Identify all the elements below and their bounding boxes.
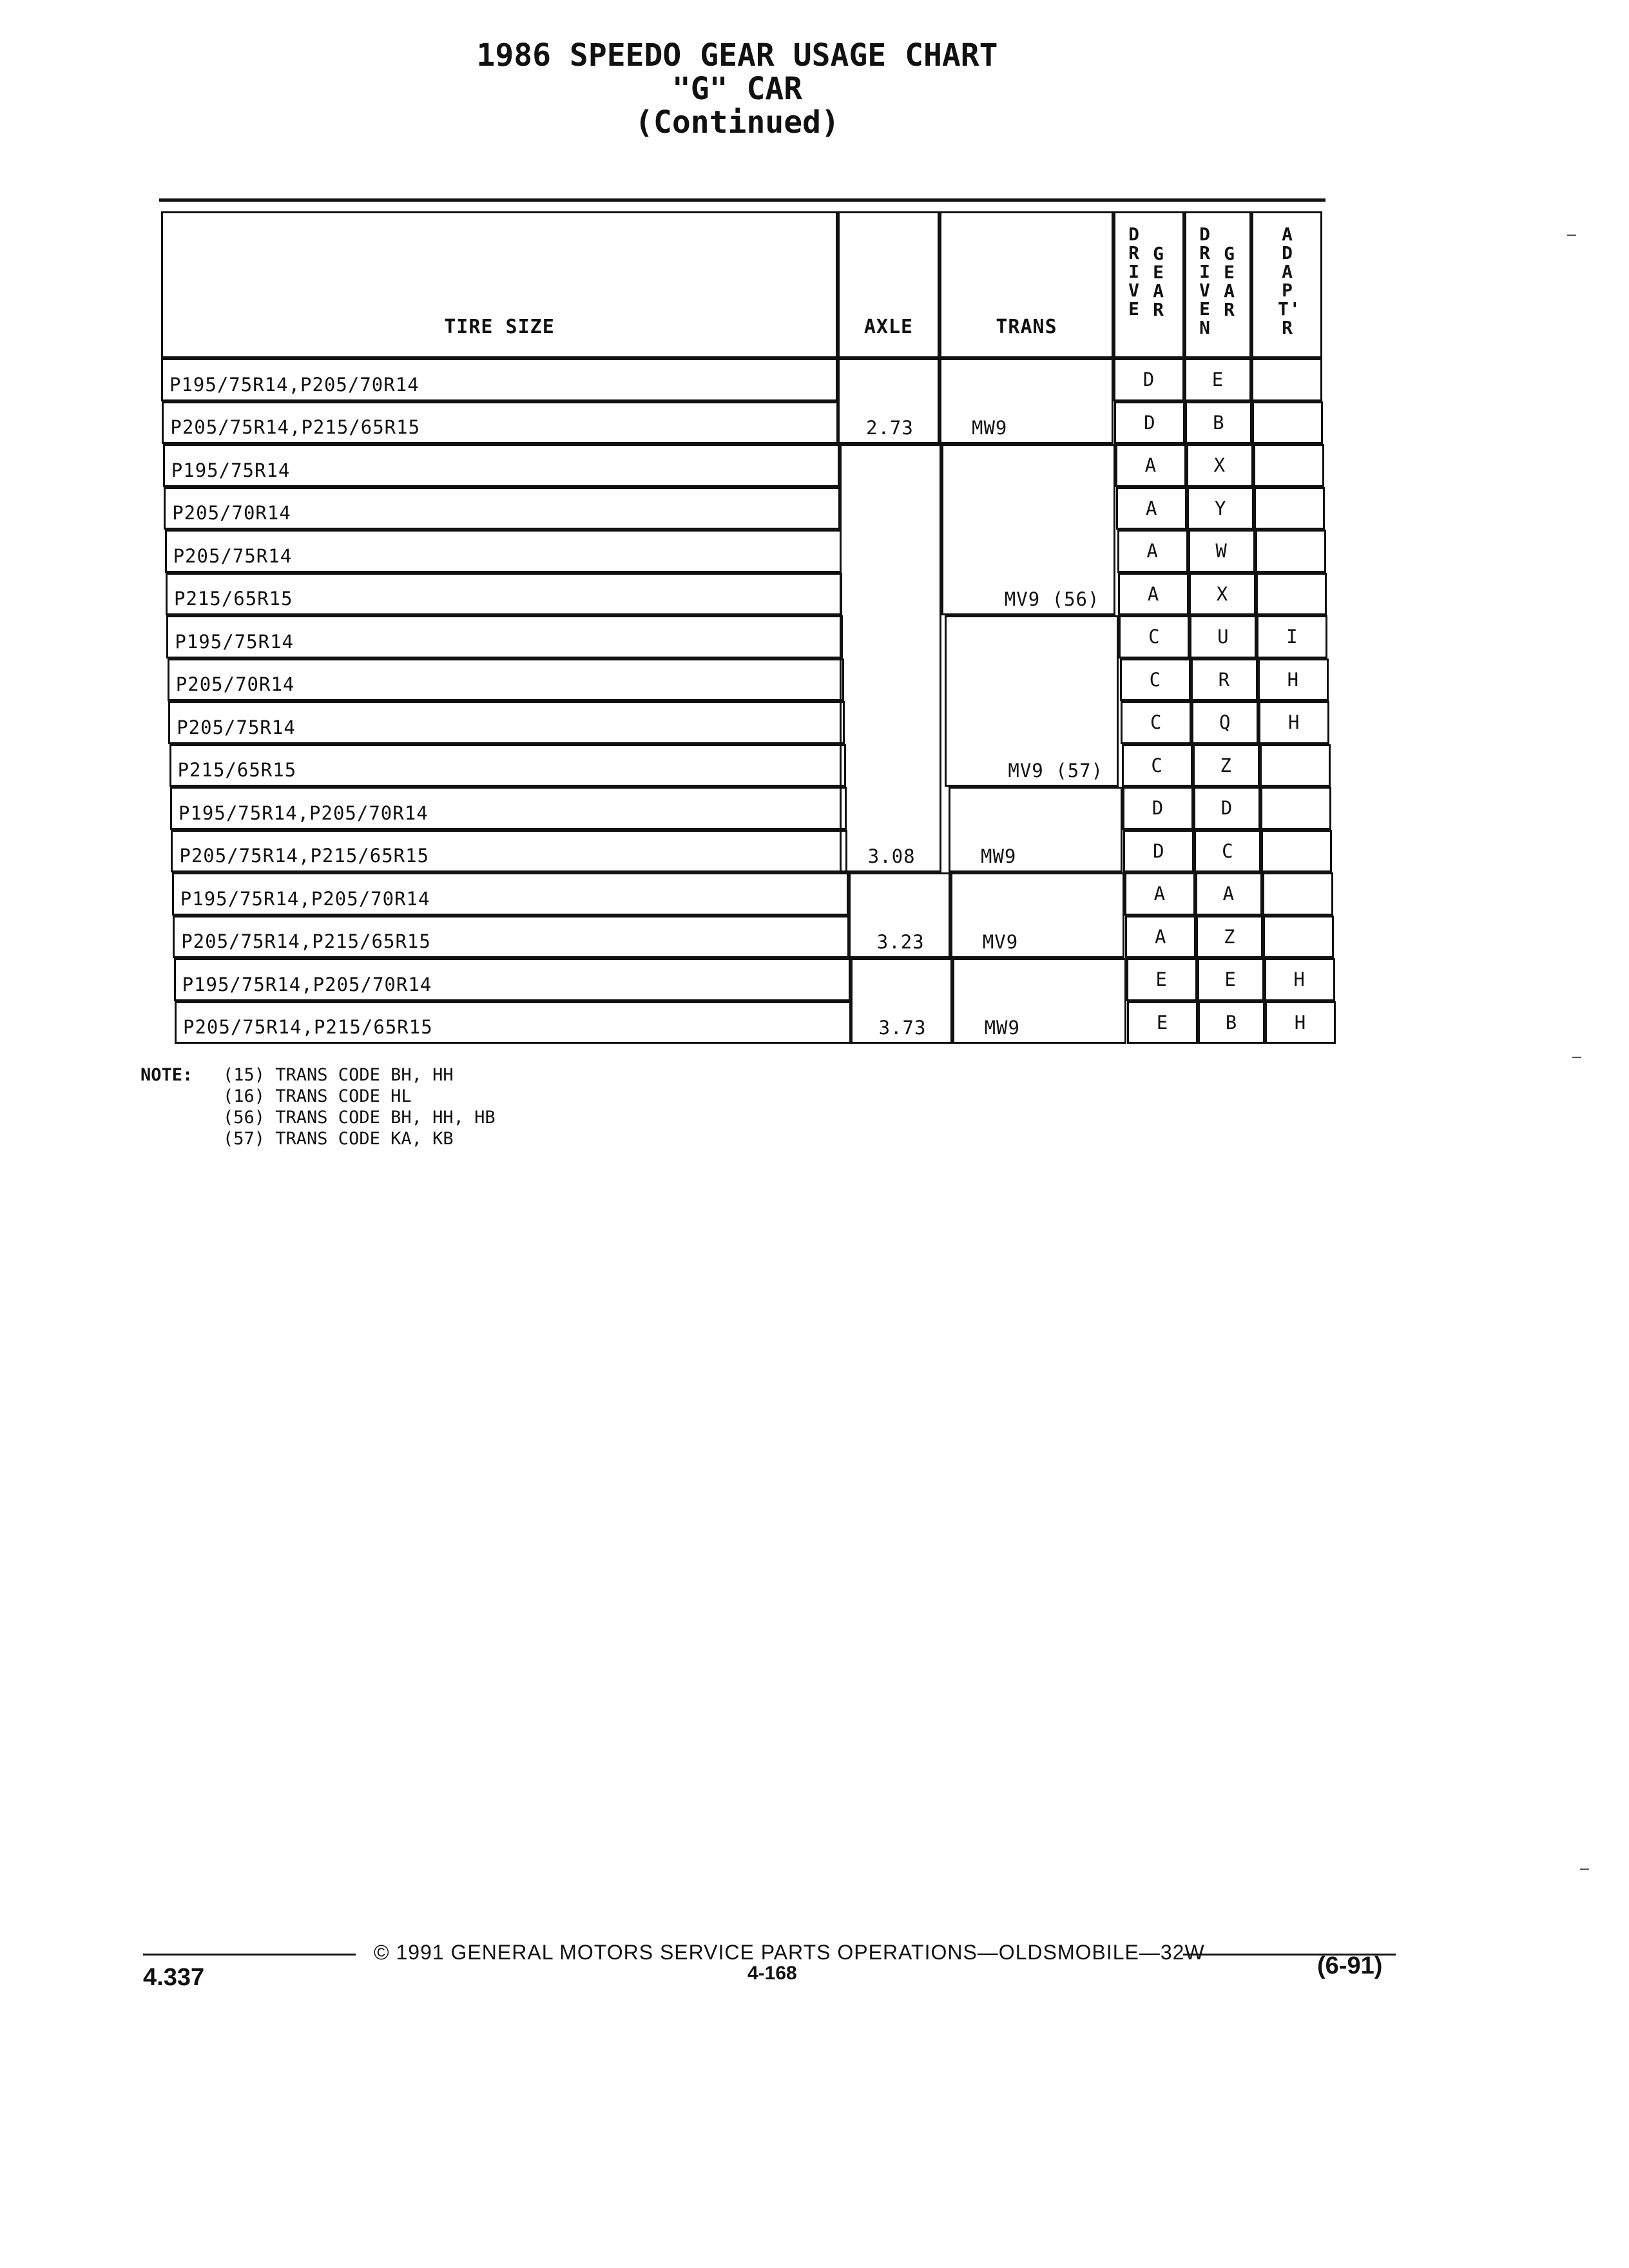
header-tire-size: TIRE SIZE bbox=[161, 211, 838, 358]
table-row-drive-gear: D bbox=[1114, 401, 1185, 445]
header-driven-word: D R I V E N bbox=[1199, 224, 1211, 338]
trans-value: MV9 (57) bbox=[1008, 760, 1104, 782]
table-row-adapter bbox=[1253, 444, 1324, 487]
table-row-drive-gear: E bbox=[1127, 1001, 1198, 1044]
table-row-tire-size: P195/75R14,P205/70R14 bbox=[161, 358, 838, 401]
table-row-adapter bbox=[1260, 787, 1331, 830]
table-row-driven-gear: Z bbox=[1196, 916, 1263, 959]
table-row-adapter: H bbox=[1258, 701, 1329, 744]
table-row-drive-gear: E bbox=[1126, 958, 1197, 1001]
table-row-adapter: H bbox=[1265, 1001, 1336, 1044]
table-row-driven-gear: X bbox=[1189, 573, 1256, 616]
table-row-driven-gear: R bbox=[1191, 658, 1258, 702]
note-item: (15) TRANS CODE BH, HH bbox=[223, 1065, 454, 1085]
table-row-adapter bbox=[1261, 830, 1332, 873]
header-axle: AXLE bbox=[838, 211, 940, 358]
table-row-tire-size: P205/75R14,P215/65R15 bbox=[162, 401, 838, 445]
title-line-3: (Continued) bbox=[635, 104, 840, 140]
header-drive-word: D R I V E bbox=[1128, 224, 1140, 320]
table-row-driven-gear: Z bbox=[1193, 744, 1260, 787]
header-gear-word: G E A R bbox=[1224, 243, 1235, 320]
table-row-tire-size: P205/75R14 bbox=[168, 701, 845, 744]
table-row-adapter bbox=[1256, 573, 1327, 616]
table-row-driven-gear: D bbox=[1193, 787, 1260, 830]
table-row-tire-size: P215/65R15 bbox=[166, 573, 842, 616]
axle-group bbox=[840, 444, 941, 872]
footer-rule-left bbox=[143, 1954, 356, 1956]
header-adapter bbox=[1251, 211, 1322, 358]
page-number: 4.337 bbox=[143, 1964, 205, 1991]
table-row-tire-size: P195/75R14 bbox=[163, 444, 840, 487]
trans-value: MV9 (56) bbox=[1004, 588, 1100, 610]
table-row-driven-gear: U bbox=[1190, 615, 1257, 658]
table-row-adapter: H bbox=[1264, 958, 1335, 1001]
table-row-adapter: H bbox=[1258, 658, 1329, 702]
table-row-drive-gear: A bbox=[1124, 872, 1195, 916]
table-row-drive-gear: C bbox=[1120, 658, 1191, 702]
table-row-tire-size: P195/75R14 bbox=[166, 615, 843, 658]
table-row-driven-gear: B bbox=[1185, 401, 1252, 445]
table-row-drive-gear: A bbox=[1115, 444, 1186, 487]
table-row-driven-gear: Y bbox=[1187, 487, 1254, 530]
table-row-adapter bbox=[1255, 530, 1326, 573]
notes bbox=[140, 1064, 496, 1149]
header-drive-gear bbox=[1113, 211, 1184, 358]
table-row-drive-gear: C bbox=[1121, 701, 1191, 744]
table-top-rule bbox=[159, 198, 1325, 202]
axle-value: 3.23 bbox=[876, 931, 925, 953]
notes-label: NOTE: bbox=[140, 1065, 193, 1085]
title-line-2: "G" CAR bbox=[671, 71, 803, 107]
table-row-drive-gear: D bbox=[1123, 830, 1194, 873]
table-row-adapter: I bbox=[1257, 615, 1327, 658]
title-line-1: 1986 SPEEDO GEAR USAGE CHART bbox=[476, 37, 998, 73]
table-row-adapter bbox=[1254, 487, 1325, 530]
table-row-adapter bbox=[1260, 744, 1331, 787]
table-row-driven-gear: B bbox=[1198, 1001, 1265, 1044]
trans-group bbox=[952, 958, 1126, 1044]
table-row-tire-size: P195/75R14,P205/70R14 bbox=[170, 787, 847, 830]
table-row-tire-size: P215/65R15 bbox=[169, 744, 846, 787]
page-title bbox=[0, 39, 1552, 139]
revision-date: (6-91) bbox=[1317, 1952, 1383, 1979]
trans-value: MW9 bbox=[981, 845, 1017, 867]
table-row-driven-gear: W bbox=[1188, 530, 1255, 573]
table-row-driven-gear: C bbox=[1194, 830, 1261, 873]
header-adapter-word: A D A P T' R bbox=[1278, 224, 1301, 338]
table-row-drive-gear: A bbox=[1117, 530, 1188, 573]
trans-value: MW9 bbox=[972, 417, 1008, 439]
copyright-text: © 1991 GENERAL MOTORS SERVICE PARTS OPERATIONS—OLDSMOBILE—32W bbox=[374, 1941, 1205, 1964]
table-row-driven-gear: E bbox=[1197, 958, 1264, 1001]
trans-group bbox=[950, 872, 1124, 958]
table-row-tire-size: P195/75R14,P205/70R14 bbox=[172, 872, 849, 916]
axle-value: 3.08 bbox=[867, 845, 916, 867]
header-trans: TRANS bbox=[940, 211, 1113, 358]
table-row-driven-gear: A bbox=[1195, 872, 1262, 916]
note-item: (16) TRANS CODE HL bbox=[223, 1086, 412, 1106]
table-row-drive-gear: D bbox=[1123, 787, 1193, 830]
note-item: (56) TRANS CODE BH, HH, HB bbox=[223, 1108, 496, 1128]
table-row-drive-gear: A bbox=[1118, 573, 1189, 616]
table-row-tire-size: P195/75R14,P205/70R14 bbox=[174, 958, 851, 1001]
table-row-adapter bbox=[1262, 872, 1333, 916]
page-code: 4-168 bbox=[747, 1963, 797, 1984]
table-row-drive-gear: A bbox=[1116, 487, 1187, 530]
table-row-tire-size: P205/75R14,P215/65R15 bbox=[175, 1001, 851, 1044]
margin-mark bbox=[1580, 1869, 1589, 1870]
table-row-tire-size: P205/75R14,P215/65R15 bbox=[173, 916, 849, 959]
table-row-tire-size: P205/70R14 bbox=[168, 658, 844, 702]
margin-mark bbox=[1567, 235, 1576, 236]
trans-value: MW9 bbox=[984, 1017, 1020, 1039]
table-row-tire-size: P205/70R14 bbox=[164, 487, 840, 530]
table-row-tire-size: P205/75R14,P215/65R15 bbox=[171, 830, 847, 873]
trans-group bbox=[949, 787, 1123, 872]
axle-value: 3.73 bbox=[878, 1017, 927, 1039]
table-row-adapter bbox=[1252, 401, 1323, 445]
header-driven-gear bbox=[1184, 211, 1251, 358]
table-row-drive-gear: C bbox=[1119, 615, 1190, 658]
table-row-driven-gear: Q bbox=[1191, 701, 1258, 744]
table-row-driven-gear: E bbox=[1184, 358, 1251, 401]
trans-value: MV9 bbox=[982, 931, 1019, 953]
table-row-drive-gear: D bbox=[1113, 358, 1184, 401]
table-row-drive-gear: C bbox=[1122, 744, 1193, 787]
trans-group bbox=[940, 358, 1113, 444]
table-row-driven-gear: X bbox=[1186, 444, 1253, 487]
table-row-adapter bbox=[1251, 358, 1322, 401]
table-row-drive-gear: A bbox=[1125, 916, 1196, 959]
table-row-adapter bbox=[1263, 916, 1334, 959]
note-item: (57) TRANS CODE KA, KB bbox=[223, 1129, 454, 1149]
header-gear-word: G E A R bbox=[1153, 243, 1164, 320]
table-row-tire-size: P205/75R14 bbox=[165, 530, 842, 573]
axle-value: 2.73 bbox=[866, 417, 914, 439]
margin-mark bbox=[1572, 1057, 1581, 1058]
